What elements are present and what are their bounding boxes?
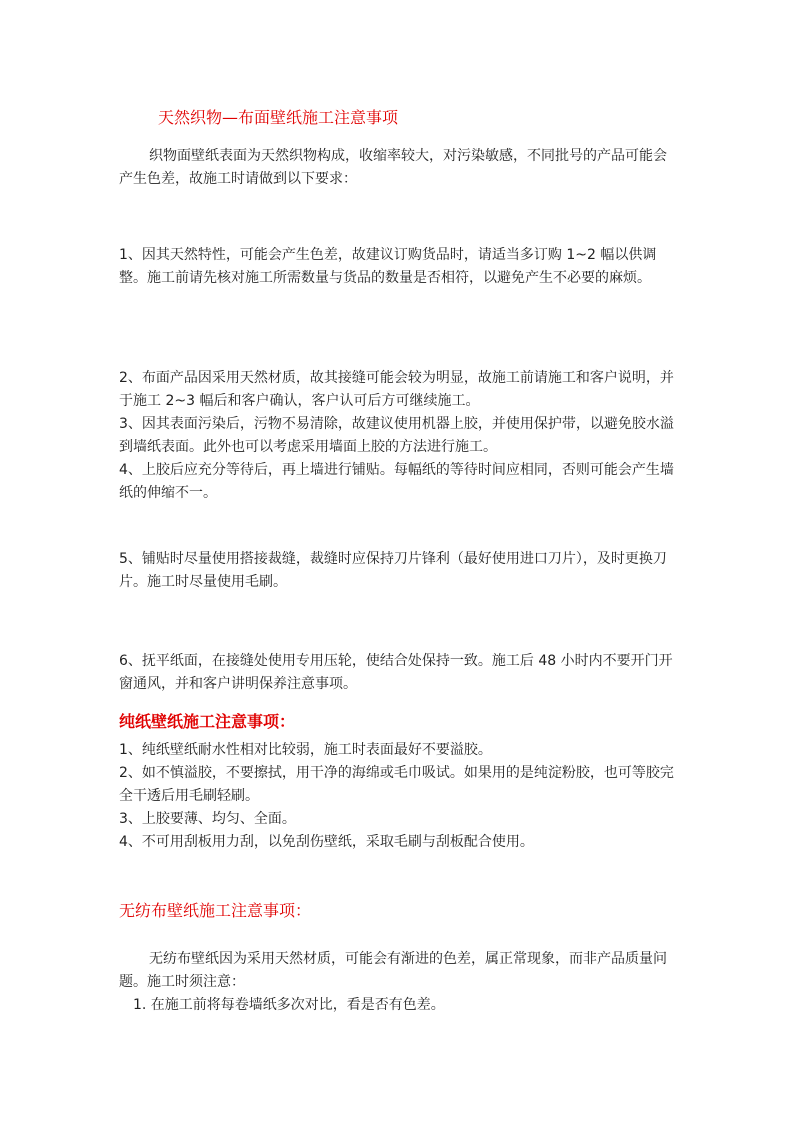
section1-item6: 6、抚平纸面，在接缝处使用专用压轮，使结合处保持一致。施工后 48 小时内不要开门开窗通风，并和客户讲明保养注意事项。 bbox=[119, 653, 673, 692]
section1-intro: 织物面壁纸表面为天然织物构成，收缩率较大，对污染敏感，不同批号的产品可能会产生色差，故施工时请做到以下要求： bbox=[119, 148, 667, 187]
section1-intro-block bbox=[119, 145, 679, 191]
section2-item3: 3、上胶要薄、均匀、全面。 bbox=[119, 811, 296, 827]
section1-items-2-4 bbox=[119, 367, 679, 505]
section1-item1: 1、因其天然特性，可能会产生色差，故建议订购货品时，请适当多订购 1~2 幅以供调整。施工前请先核对施工所需数量与货品的数量是否相符，以避免产生不必要的麻烦。 bbox=[119, 247, 657, 286]
section1-item2: 2、布面产品因采用天然材质，故其接缝可能会较为明显，故施工前请施工和客户说明，并于施工 2~3 幅后和客户确认，客户认可后方可继续施工。 bbox=[119, 370, 674, 409]
section1-item6-block bbox=[119, 650, 679, 696]
section3-intro: 无纺布壁纸因为采用天然材质，可能会有渐进的色差，属正常现象，而非产品质量问题。施工时须注意： bbox=[119, 951, 667, 990]
section2-title: 纯纸壁纸施工注意事项： bbox=[119, 712, 296, 731]
section2-item4: 4、不可用刮板用力刮，以免刮伤壁纸，采取毛刷与刮板配合使用。 bbox=[119, 834, 534, 850]
section3 bbox=[119, 900, 679, 1017]
section2 bbox=[119, 711, 679, 854]
section2-item1: 1、纯纸壁纸耐水性相对比较弱，施工时表面最好不要溢胶。 bbox=[119, 742, 492, 758]
section1-item3: 3、因其表面污染后，污物不易清除，故建议使用机器上胶，并使用保护带，以避免胶水溢到墙纸表面。此外也可以考虑采用墙面上胶的方法进行施工。 bbox=[119, 416, 674, 455]
section1-item5: 5、铺贴时尽量使用搭接裁缝，裁缝时应保持刀片锋利（最好使用进口刀片），及时更换刀片。施工时尽量使用毛刷。 bbox=[119, 551, 667, 590]
section3-item1: 1. 在施工前将每卷墙纸多次对比，看是否有色差。 bbox=[133, 997, 445, 1013]
section2-item2: 2、如不慎溢胶，不要擦拭，用干净的海绵或毛巾吸试。如果用的是纯淀粉胶，也可等胶完全干透后用毛刷轻刷。 bbox=[119, 765, 674, 804]
section1-title: 天然织物—布面壁纸施工注意事项 bbox=[158, 108, 399, 127]
section1-item5-block bbox=[119, 548, 679, 594]
section1-item1-block bbox=[119, 244, 679, 290]
section1-item4: 4、上胶后应充分等待后，再上墙进行铺贴。每幅纸的等待时间应相同，否则可能会产生墙纸的伸缩不一。 bbox=[119, 462, 674, 501]
section3-title: 无纺布壁纸施工注意事项： bbox=[119, 901, 312, 920]
